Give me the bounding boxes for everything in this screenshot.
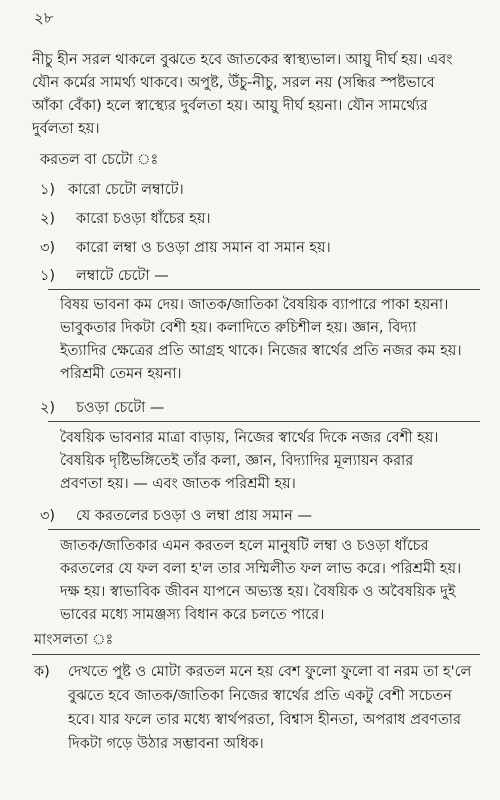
subsection-line: বৈষয়িক ভাবনার মাত্রা বাড়ায়, নিজের স্বার্থের দিকে নজর বেশী হয়।: [60, 430, 439, 446]
subsection-line: ইত্যাদির ক্ষেত্রের প্রতি আগ্রহ থাকে। নিজের স্বার্থের প্রতি নজর কম হয়।: [60, 343, 462, 359]
list-number: ৩): [40, 240, 56, 256]
section-divider: [48, 529, 480, 530]
section-heading: মাংসলতা ঃ: [34, 632, 114, 648]
subsection-line: বৈষয়িক দৃষ্টিভঙ্গিতেই তাঁর কলা, জ্ঞান, বিদ্যাদির মূল্যায়ন করার: [60, 453, 414, 469]
intro-line: দুর্বলতা হয়।: [32, 121, 100, 137]
paragraph-line: বুঝতে হবে জাতক/জাতিকা নিজের স্বার্থের প্রতি একটু বেশী সচেতন: [68, 688, 452, 704]
section-divider: [48, 421, 480, 422]
subsection-number: ৩): [40, 508, 56, 524]
section-divider: [32, 654, 480, 655]
section-heading: করতল বা চেটো ঃ: [40, 152, 159, 168]
subsection-line: প্রবণতা হয়। — এবং জাতক পরিশ্রমী হয়।: [60, 476, 296, 492]
page-number: ২৮: [34, 9, 54, 27]
subsection-heading: যে করতলের চওড়া ও লম্বা প্রায় সমান —: [76, 508, 312, 524]
subsection-number: ২): [40, 400, 56, 416]
intro-line: আঁকা বেঁকা) হলে স্বাস্থ্যের দুর্বলতা হয়। আয়ু দীর্ঘ হয়না। যৌন সামর্থ্যের: [32, 98, 428, 114]
intro-line: যৌন কর্মের সামর্থ্য থাকবে। অপুষ্ট, উঁচু-নীচু, সরল নয় (সন্ধির স্পষ্টভাবে: [32, 75, 435, 91]
subsection-line: দক্ষ হয়। স্বাভাবিক জীবন যাপনে অভ্যস্ত হয়। বৈষয়িক ও অবৈষয়িক দুই: [60, 584, 456, 600]
subsection-line: বিষয় ভাবনা কম দেয়। জাতক/জাতিকা বৈষয়িক ব্যাপারে পাকা হয়না।: [60, 297, 449, 313]
subsection-heading: লম্বাটে চেটো —: [76, 268, 169, 284]
subsection-number: ১): [40, 268, 56, 284]
list-number: ১): [40, 182, 56, 198]
section-divider: [48, 289, 480, 290]
paragraph-line: হবে। যার ফলে তার মধ্যে স্বার্থপরতা, বিশ্বাস হীনতা, অপরাধ প্রবণতার: [68, 712, 461, 728]
subsection-heading: চওড়া চেটো —: [76, 400, 165, 416]
list-number: ক): [34, 664, 50, 680]
subsection-line: ভাবের মধ্যে সামঞ্জস্য বিধান করে চলতে পারে।: [60, 607, 325, 623]
paragraph-line: দেখতে পুষ্ট ও মোটা করতল মনে হয় বেশ ফুলো ফুলো বা নরম তা হ'লে: [68, 664, 472, 680]
list-item: কারো চেটো লম্বাটে।: [68, 182, 184, 198]
intro-line: নীচু হীন সরল থাকলে বুঝতে হবে জাতকের স্বাস্থ্যভাল। আয়ু দীর্ঘ হয়। এবং: [32, 52, 453, 68]
subsection-line: পরিশ্রমী তেমন হয়না।: [60, 366, 182, 382]
list-item: কারো চওড়া ধাঁচের হয়।: [76, 211, 211, 227]
list-item: কারো লম্বা ও চওড়া প্রায় সমান বা সমান হয়।: [76, 240, 331, 256]
subsection-line: ভাবুকতার দিকটা বেশী হয়। কলাদিতে রুচিশীল হয়। জ্ঞান, বিদ্যা: [60, 320, 417, 336]
subsection-line: করতলের যে ফল বলা হ'ল তার সম্মিলীত ফল লাভ করে। পরিশ্রমী হয়।: [60, 561, 462, 577]
list-number: ২): [40, 211, 56, 227]
subsection-line: জাতক/জাতিকার এমন করতল হলে মানুষটি লম্বা ও চওড়া ধাঁচের: [60, 538, 429, 554]
paragraph-line: দিকটা গড়ে উঠার সম্ভাবনা অধিক।: [68, 736, 264, 752]
